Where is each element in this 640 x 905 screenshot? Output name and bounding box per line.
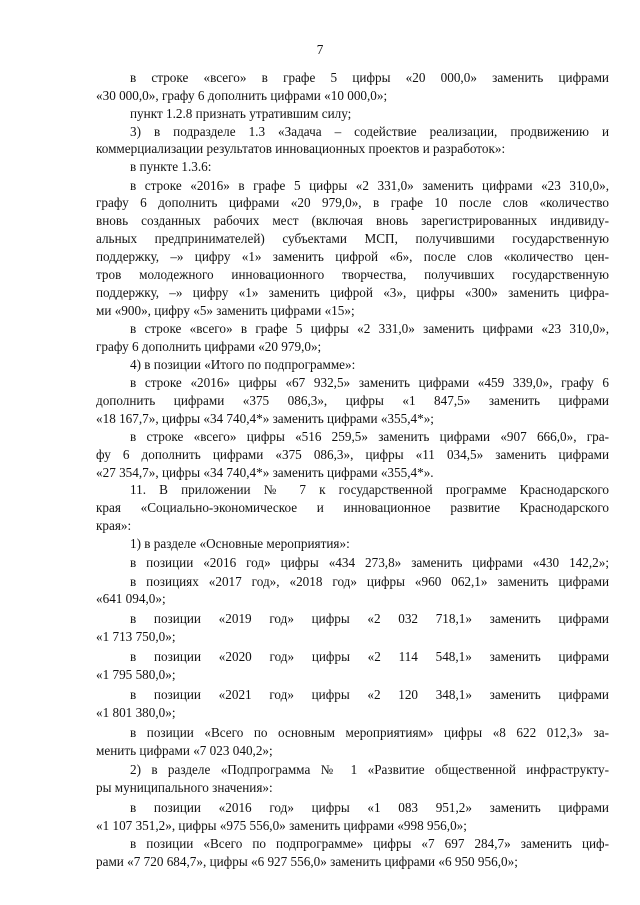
text-line: в позиции «2019 год» цифры «2 032 718,1» заменить цифрами (130, 611, 609, 626)
text-line: «1 713 750,0»; (96, 629, 176, 644)
text-line: «1 801 380,0»; (96, 705, 176, 720)
page-number: 7 (316, 42, 324, 57)
text-line: в пункте 1.3.6: (130, 159, 212, 174)
text-line: в позиции «2016 год» цифры «1 083 951,2» заменить цифрами (130, 800, 609, 815)
text-line: «18 167,7», цифры «34 740,4*» заменить цифрами «355,4*»; (96, 411, 434, 426)
text-line: края «Социально-экономическое и инновационное развитие Краснодарского (96, 500, 609, 515)
text-line: пункт 1.2.8 признать утратившим силу; (130, 106, 352, 121)
text-line: в позиции «Всего по подпрограмме» цифры «7 697 284,7» заменить циф- (130, 836, 609, 851)
text-line: в строке «2016» в графе 5 цифры «2 331,0» заменить цифрами «23 310,0», (130, 178, 609, 193)
text-line: в позиции «2021 год» цифры «2 120 348,1» заменить цифрами (130, 687, 609, 702)
text-line: в позиции «2020 год» цифры «2 114 548,1» заменить цифрами (130, 649, 609, 664)
text-line: поддержку, –» цифру «1» заменить цифрой «6», после слов «количество цен- (96, 249, 609, 264)
text-line: «641 094,0»; (96, 591, 166, 606)
text-line: вновь созданных рабочих мест (включая вновь зарегистрированных индивиду- (96, 213, 609, 228)
text-line: «1 107 351,2», цифры «975 556,0» заменить цифрами «998 956,0»; (96, 818, 467, 833)
text-line: 3) в подразделе 1.3 «Задача – содействие реализации, продвижению и (130, 124, 609, 139)
text-line: края»: (96, 518, 132, 533)
text-line: ры муниципального значения»: (96, 780, 273, 795)
text-line: ми «900», цифру «5» заменить цифрами «15»; (96, 303, 355, 318)
text-line: 4) в позиции «Итого по подпрограмме»: (130, 357, 356, 372)
text-line: «27 354,7», цифры «34 740,4*» заменить цифрами «355,4*». (96, 465, 434, 480)
text-line: коммерциализации результатов инновационных проектов и разработок»: (96, 141, 506, 156)
text-line: поддержку, –» цифру «1» заменить цифрой «3», цифры «300» заменить цифра- (96, 285, 609, 300)
text-line: менить цифрами «7 023 040,2»; (96, 743, 273, 758)
text-line: дополнить цифрами «375 086,3», цифры «1 847,5» заменить цифрами (96, 393, 609, 408)
text-line: в позициях «2017 год», «2018 год» цифры «960 062,1» заменить цифрами (130, 574, 609, 589)
text-line: графу 6 дополнить цифрами «20 979,0», в графе 10 после слов «количество (96, 195, 609, 210)
text-line: в позиции «Всего по основным мероприятиям» цифры «8 622 012,3» за- (130, 725, 609, 740)
text-line: в строке «2016» цифры «67 932,5» заменить цифрами «459 339,0», графу 6 (130, 375, 609, 390)
text-line: в строке «всего» цифры «516 259,5» заменить цифрами «907 666,0», гра- (130, 429, 609, 444)
text-line: тров молодежного инновационного творчества, получивших государственную (96, 267, 609, 282)
text-line: в позиции «2016 год» цифры «434 273,8» заменить цифрами «430 142,2»; (130, 555, 609, 570)
text-line: рами «7 720 684,7», цифры «6 927 556,0» заменить цифрами «6 950 956,0»; (96, 854, 518, 869)
text-line: «1 795 580,0»; (96, 667, 176, 682)
text-line: 2) в разделе «Подпрограмма № 1 «Развитие общественной инфраструкту- (130, 762, 609, 777)
text-line: «30 000,0», графу 6 дополнить цифрами «10 000,0»; (96, 88, 388, 103)
text-line: в строке «всего» в графе 5 цифры «2 331,0» заменить цифрами «23 310,0», (130, 321, 609, 336)
text-line: фу 6 дополнить цифрами «375 086,3», цифры «11 034,5» заменить цифрами (96, 447, 609, 462)
text-line: в строке «всего» в графе 5 цифры «20 000,0» заменить цифрами (130, 70, 609, 85)
text-line: 11. В приложении № 7 к государственной программе Краснодарского (130, 482, 609, 497)
text-line: 1) в разделе «Основные мероприятия»: (130, 536, 350, 551)
text-line: альных предпринимателей) субъектами МСП, получившими государственную (96, 231, 609, 246)
text-line: графу 6 дополнить цифрами «20 979,0»; (96, 339, 322, 354)
